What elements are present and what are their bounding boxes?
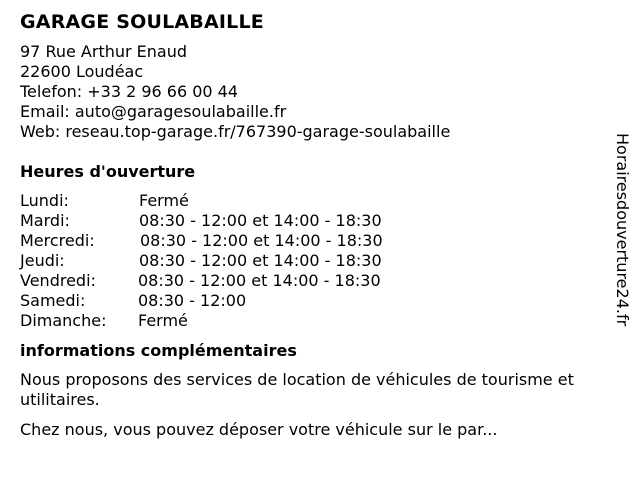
hours-value: Fermé [139,191,189,210]
hours-value: 08:30 - 12:00 et 14:00 - 18:30 [139,211,382,230]
address-street: 97 Rue Arthur Enaud [20,42,188,61]
hours-row-vendredi [20,271,620,291]
info-paragraph-dropoff: Chez nous, vous pouvez déposer votre véhicule sur le par... [20,420,498,439]
hours-value: Fermé [138,311,188,330]
hours-row-mercredi [20,231,620,251]
info-heading: informations complémentaires [20,341,297,360]
day-label: Samedi: [20,291,86,310]
hours-row-dimanche [20,311,620,331]
email-line: Email: auto@garagesoulabaille.fr [20,102,287,121]
day-label: Jeudi: [20,251,65,270]
hours-value: 08:30 - 12:00 [138,291,247,310]
phone-line: Telefon: +33 2 96 66 00 44 [20,82,239,101]
day-label: Vendredi: [20,271,96,290]
contact-block [20,42,620,142]
address-city: 22600 Loudéac [20,62,144,81]
hours-row-mardi [20,211,620,231]
hours-row-jeudi [20,251,620,271]
hours-table [20,191,620,331]
hours-value: 08:30 - 12:00 et 14:00 - 18:30 [139,251,382,270]
business-name: GARAGE SOULABAILLE [20,11,264,33]
site-brand-vertical: Horairesdouverture24.fr [613,133,632,327]
info-paragraph-services: Nous proposons des services de location de véhicules de tourisme et utilitaires. [20,370,574,409]
hours-value: 08:30 - 12:00 et 14:00 - 18:30 [138,271,381,290]
hours-value: 08:30 - 12:00 et 14:00 - 18:30 [140,231,383,250]
business-card [20,10,620,440]
day-label: Lundi: [20,191,69,210]
hours-heading: Heures d'ouverture [20,162,196,181]
day-label: Mercredi: [20,231,95,250]
day-label: Mardi: [20,211,70,230]
hours-row-samedi [20,291,620,311]
web-line: Web: reseau.top-garage.fr/767390-garage-soulabaille [20,122,451,141]
hours-row-lundi [20,191,620,211]
day-label: Dimanche: [20,311,107,330]
